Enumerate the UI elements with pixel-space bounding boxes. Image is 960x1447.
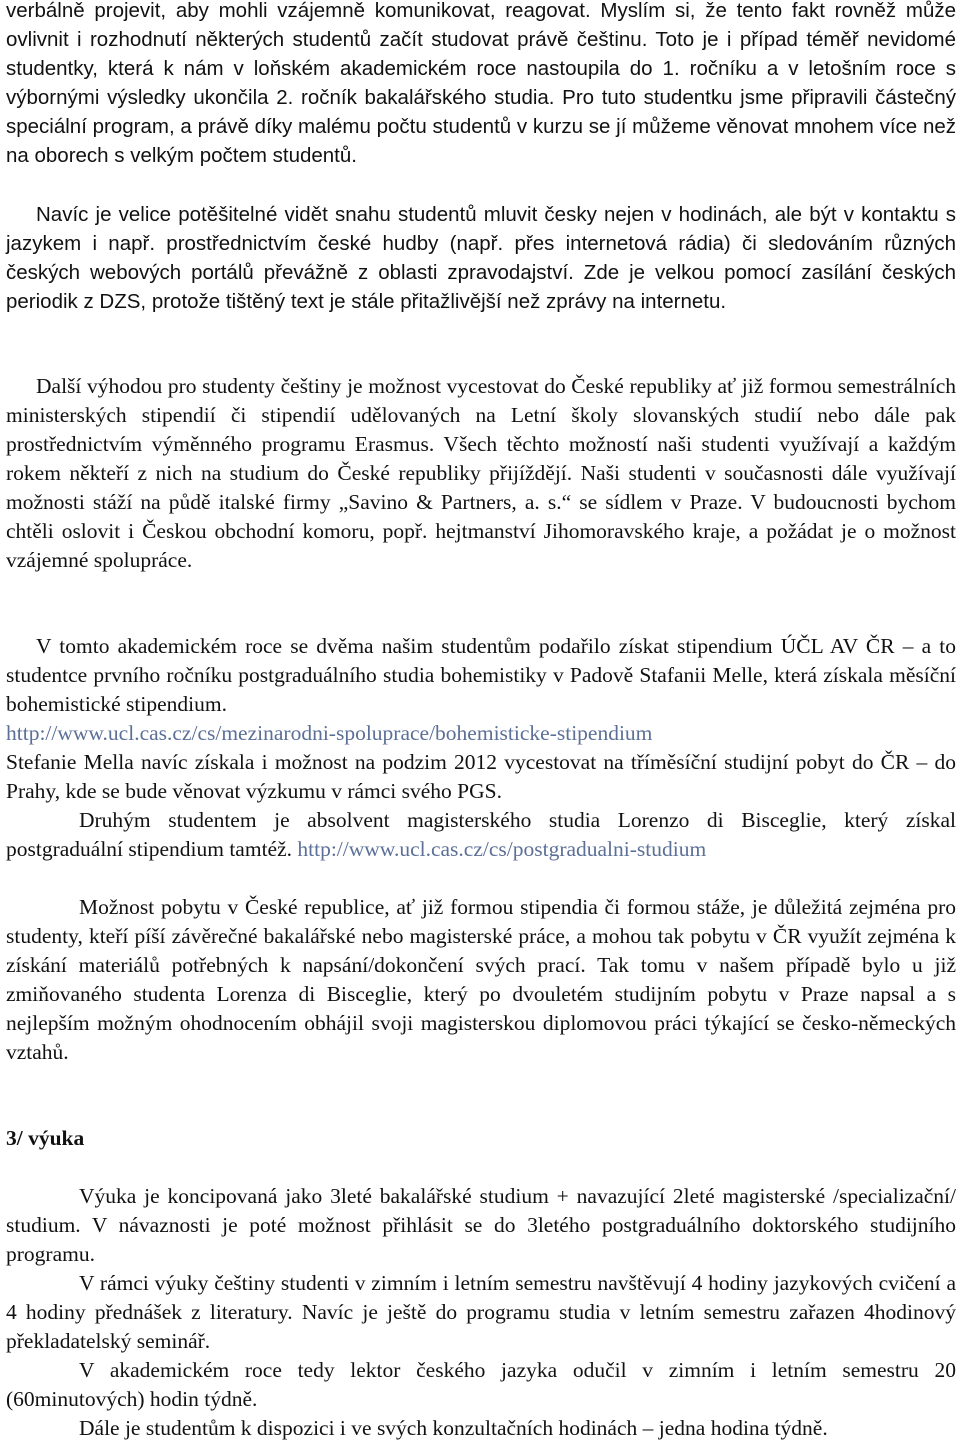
postgraduate-link[interactable]: http://www.ucl.cas.cz/cs/postgradualni-studium [297,837,707,861]
second-student-text: Druhým studentem je absolvent magisterského studia Lorenzo di Bisceglie, který získal postgraduální stipendium tamtéž. [6,808,956,861]
paragraph-consultation: Dále je studentům k dispozici i ve svých konzultačních hodinách – jedna hodina týdně. [79,1416,828,1440]
paragraph-stay-importance: Možnost pobytu v České republice, ať již formou stipendia či formou stáže, je důležitá zejména pro studenty, kteří píší závěrečné bakalářské nebo magisterské práce, a mohou tak pobytu v ČR využít zejména k získání materiálů potřebných k napsání/dokončení svých prací. Tak tomu v našem případě bylo u již zmiňovaného studenta Lorenza di Bisceglie, který po dvouletém studijním pobytu v Praze napsal a s nejlepším možným ohodnocením obhájil svoji magisterskou diplomovou práci týkající se česko-německých vztahů. [6,895,956,1064]
paragraph-blind-student [6,0,956,170]
paragraph-text: verbálně projevit, aby mohli vzájemně komunikovat, reagovat. Myslím si, že tento fakt rovněž může ovlivnit i rozhodnutí některých studentů začít studovat právě češtinu. Toto je i případ téměř nevidomé studentky, která k nám v loňském akademickém roce nastoupila do 1. ročníku a v letošním roce s výbornými výsledky ukončila 2. ročník bakalářského studia. Pro tuto studentku jsme připravili částečný speciální program, a právě díky malému počtu studentů v kurzu se jí můžeme věnovat mnohem více než na oborech s velkým počtem studentů. [6,0,956,167]
paragraph-stefanie: Stefanie Mella navíc získala i možnost na podzim 2012 vycestovat na tříměsíční studijní pobyt do ČR – do Prahy, kde se bude věnovat výzkumu v rámci svého PGS. [6,750,956,803]
paragraph-lecturer-hours: V akademickém roce tedy lektor českého jazyka odučil v zimním i letním semestru 20 (60minutových) hodin týdně. [6,1358,956,1411]
paragraph-czech-contact: Navíc je velice potěšitelné vidět snahu studentů mluvit česky nejen v hodinách, ale být v kontaktu s jazykem i např. prostřednictvím české hudby (např. přes internetová rádia) či sledováním různých českých webových portálů převážně z oblasti zpravodajství. Zde je velkou pomocí zasílání českých periodik z DZS, protože tištěný text je stále přitažlivější než zprávy na internetu. [6,203,956,313]
paragraph-study-structure: Výuka je koncipovaná jako 3leté bakalářské studium + navazující 2leté magisterské /specializační/ studium. V návaznosti je poté možnost přihlásit se do 3letého postgraduálního doktorského studijního programu. [6,1184,956,1266]
scholarship-link-line [6,719,956,748]
paragraph-lessons: V rámci výuky češtiny studenti v zimním i letním semestru navštěvují 4 hodiny jazykových cvičení a 4 hodiny přednášek z literatury. Navíc je ještě do programu studia v letním semestru zařazen 4hodinový překladatelský seminář. [6,1271,956,1353]
paragraph-second-student [6,806,956,864]
scholarship-link[interactable]: http://www.ucl.cas.cz/cs/mezinarodni-spoluprace/bohemisticke-stipendium [6,721,653,745]
paragraph-scholarship: V tomto akademickém roce se dvěma našim studentům podařilo získat stipendium ÚČL AV ČR – a to studentce prvního ročníku postgraduálního studia bohemistiky v Padově Stafanii Melle, která získala měsíční bohemistické stipendium. [6,634,956,716]
paragraph-study-abroad: Další výhodou pro studenty češtiny je možnost vycestovat do České republiky ať již formou semestrálních ministerských stipendií či stipendií udělovaných na Letní školy slovanských studií nebo dále pak prostřednictvím výměnného programu Erasmus. Všech těchto možností naši studenti využívají a každým rokem někteří z nich na studium do České republiky přijíždějí. Naši studenti v současnosti dále využívají možnosti stáží na půdě italské firmy „Savino & Partners, a. s.“ se sídlem v Praze. V budoucnosti bychom chtěli oslovit i Českou obchodní komoru, popř. hejtmanství Jihomoravského kraje, a požádat je o možnost vzájemné spolupráce. [6,374,956,572]
section-heading-teaching: 3/ výuka [6,1126,85,1150]
